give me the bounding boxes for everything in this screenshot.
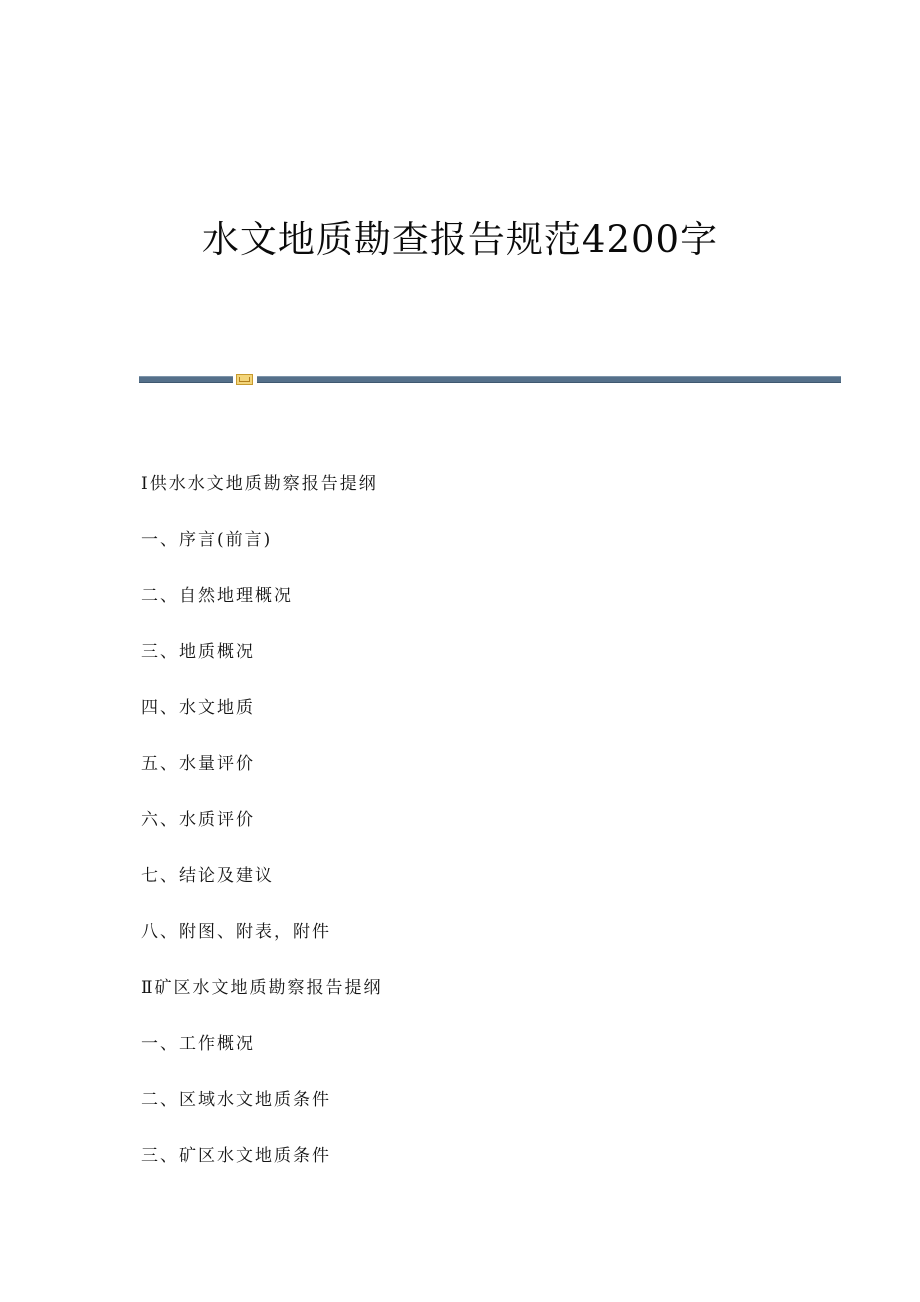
outline-item: 八、附图、附表，附件 xyxy=(141,922,331,942)
outline-item: 五、水量评价 xyxy=(141,754,255,774)
title-divider xyxy=(139,374,841,384)
divider-bar-left xyxy=(139,376,233,383)
outline-item: 二、区域水文地质条件 xyxy=(141,1090,331,1110)
outline-list xyxy=(141,470,841,1198)
outline-item: 二、自然地理概况 xyxy=(141,586,293,606)
outline-heading-mining-area: Ⅱ矿区水文地质勘察报告提纲 xyxy=(141,978,383,998)
outline-heading-water-supply: I供水水文地质勘察报告提纲 xyxy=(141,474,378,494)
divider-bar-right xyxy=(257,376,841,383)
envelope-icon xyxy=(236,374,253,385)
outline-item: 一、工作概况 xyxy=(141,1034,255,1054)
outline-item: 三、矿区水文地质条件 xyxy=(141,1146,331,1166)
outline-item: 四、水文地质 xyxy=(141,698,255,718)
outline-item: 七、结论及建议 xyxy=(141,866,274,886)
document-title: 水文地质勘查报告规范4200字 xyxy=(201,218,719,261)
outline-item: 三、地质概况 xyxy=(141,642,255,662)
outline-item: 六、水质评价 xyxy=(141,810,255,830)
envelope-flap xyxy=(239,377,250,382)
outline-item: 一、序言(前言) xyxy=(141,530,273,550)
